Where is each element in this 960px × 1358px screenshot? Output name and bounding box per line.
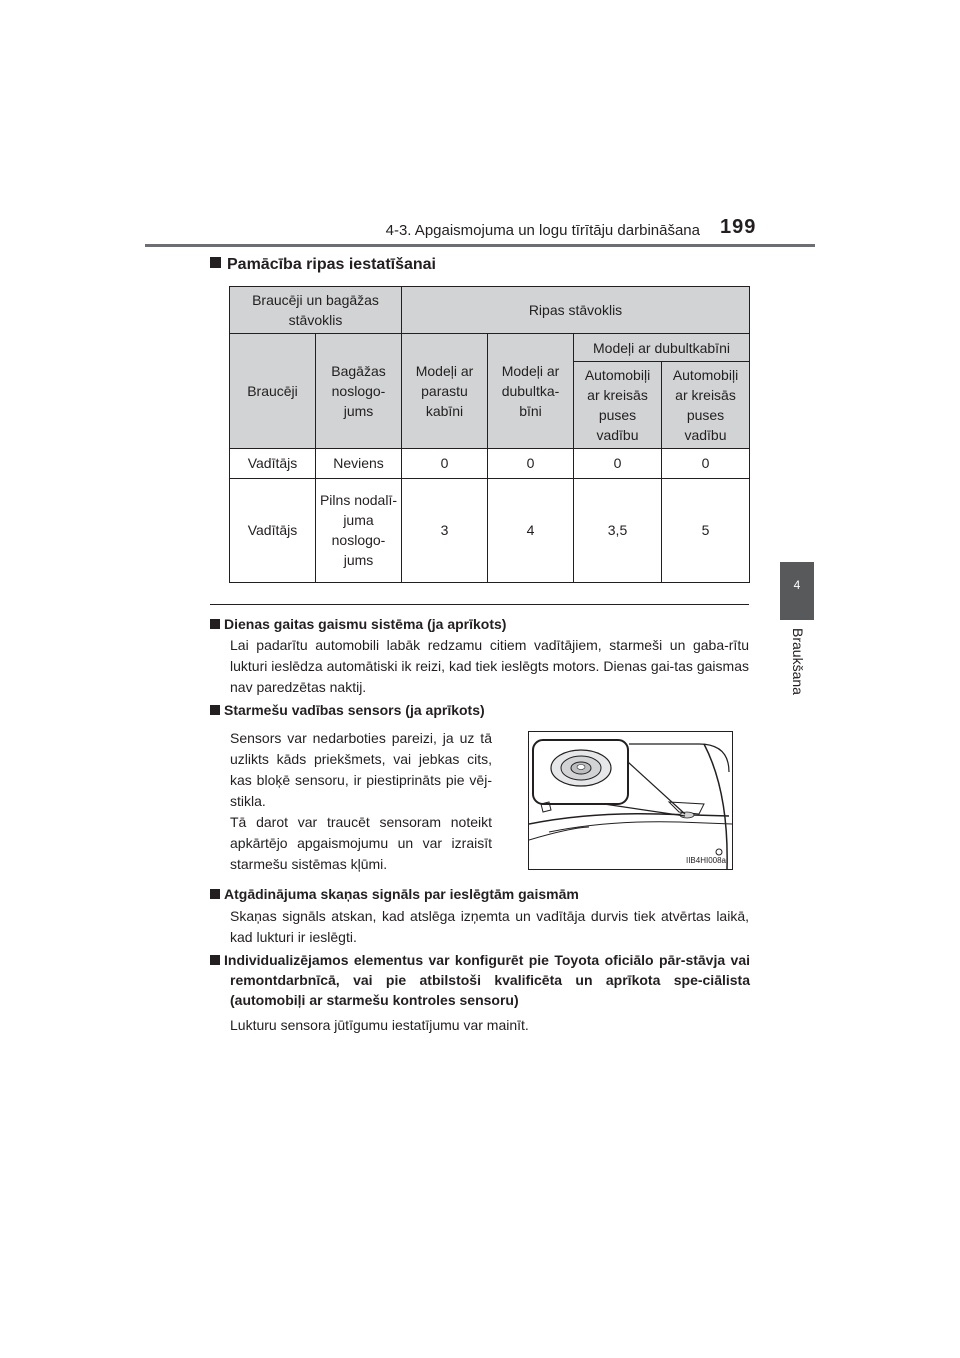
section-body-drl: Lai padarītu automobili labāk redzamu citiem vadītājiem, starmeši un gaba-rītu lukturi ieslēdza automātiski ik reizi, kad tiek ieslēgts motors. Dienas gai-tas gaismas nav paredzētas naktij.	[230, 637, 749, 695]
cell-value: 5	[662, 478, 750, 582]
table-row	[230, 478, 750, 582]
cell-value: 3	[402, 478, 488, 582]
cell-passengers: Vadītājs	[230, 478, 316, 582]
table-heading-text: Pamācība ripas iestatīšanai	[227, 256, 436, 273]
sensor-illustration	[528, 731, 733, 870]
windshield-sensor-icon	[529, 732, 732, 869]
section-body-customization: Lukturu sensora jūtīgumu iestatījumu var mainīt.	[230, 1017, 529, 1033]
header-passengers: Braucēji	[230, 334, 316, 448]
figure-code: IIB4HI008a	[685, 856, 726, 865]
dial-setting-table	[229, 286, 750, 583]
section-title-reminder: Atgādinājuma skaņas signāls par ieslēgtām gaismām	[210, 884, 750, 904]
cell-value: 3,5	[574, 478, 662, 582]
section-body-sensor-2: Tā darot var traucēt sensoram noteikt apkārtējo apgaismojumu un var izraisīt starmešu sistēmas kļūmi.	[230, 814, 492, 872]
cell-luggage: Neviens	[316, 448, 402, 478]
square-bullet-icon	[210, 619, 220, 629]
table-row	[230, 448, 750, 478]
cell-value: 0	[662, 448, 750, 478]
header-dial-position: Ripas stāvoklis	[402, 287, 750, 334]
header-luggage: Bagāžas noslogo-jums	[316, 334, 402, 448]
cell-value: 0	[488, 448, 574, 478]
cell-luggage: Pilns nodalī-juma noslogo-jums	[316, 478, 402, 582]
header-rule	[145, 244, 815, 247]
cell-value: 4	[488, 478, 574, 582]
section-rule	[210, 604, 749, 605]
section-title-customization: Individualizējamos elementus var konfigurēt pie Toyota oficiālo pār-stāvja vai remontdarbnīcā, vai pie atbilstoši kvalificēta un aprīkota spe-ciālista (automobiļi ar starmešu kontroles sensoru)	[210, 950, 750, 1010]
cell-value: 0	[574, 448, 662, 478]
chapter-tab-number: 4	[793, 578, 801, 592]
running-header-section: 4-3. Apgaismojuma un logu tīrītāju darbināšana	[385, 222, 700, 239]
section-title-drl: Dienas gaitas gaismu sistēma (ja aprīkots)	[210, 614, 750, 634]
page-number: 199	[720, 216, 757, 238]
header-double-cab: Modeļi ar dubultka-bīni	[488, 334, 574, 448]
square-bullet-icon	[210, 257, 221, 268]
header-double-cab-group: Modeļi ar dubultkabīni	[574, 334, 750, 362]
section-body-sensor-1: Sensors var nedarboties pareizi, ja uz tā uzlikts kāds priekšmets, vai jebkas cits, kas bloķē sensoru, ir piestiprināts pie vēj-stikla.	[230, 730, 492, 809]
cell-passengers: Vadītājs	[230, 448, 316, 478]
chapter-tab-label: Braukšana	[790, 628, 806, 695]
header-lhd-1: Automobiļi ar kreisās puses vadību	[574, 362, 662, 448]
square-bullet-icon	[210, 955, 220, 965]
header-lhd-2: Automobiļi ar kreisās puses vadību	[662, 362, 750, 448]
table-heading	[210, 256, 436, 274]
square-bullet-icon	[210, 889, 220, 899]
section-body-reminder: Skaņas signāls atskan, kad atslēga izņemta un vadītāja durvis tiek atvērtas laikā, kad lukturi ir ieslēgti.	[230, 908, 749, 945]
header-load-condition: Braucēji un bagāžas stāvoklis	[230, 287, 402, 334]
section-title-sensor: Starmešu vadības sensors (ja aprīkots)	[210, 700, 750, 720]
cell-value: 0	[402, 448, 488, 478]
header-standard-cab: Modeļi ar parastu kabīni	[402, 334, 488, 448]
square-bullet-icon	[210, 705, 220, 715]
